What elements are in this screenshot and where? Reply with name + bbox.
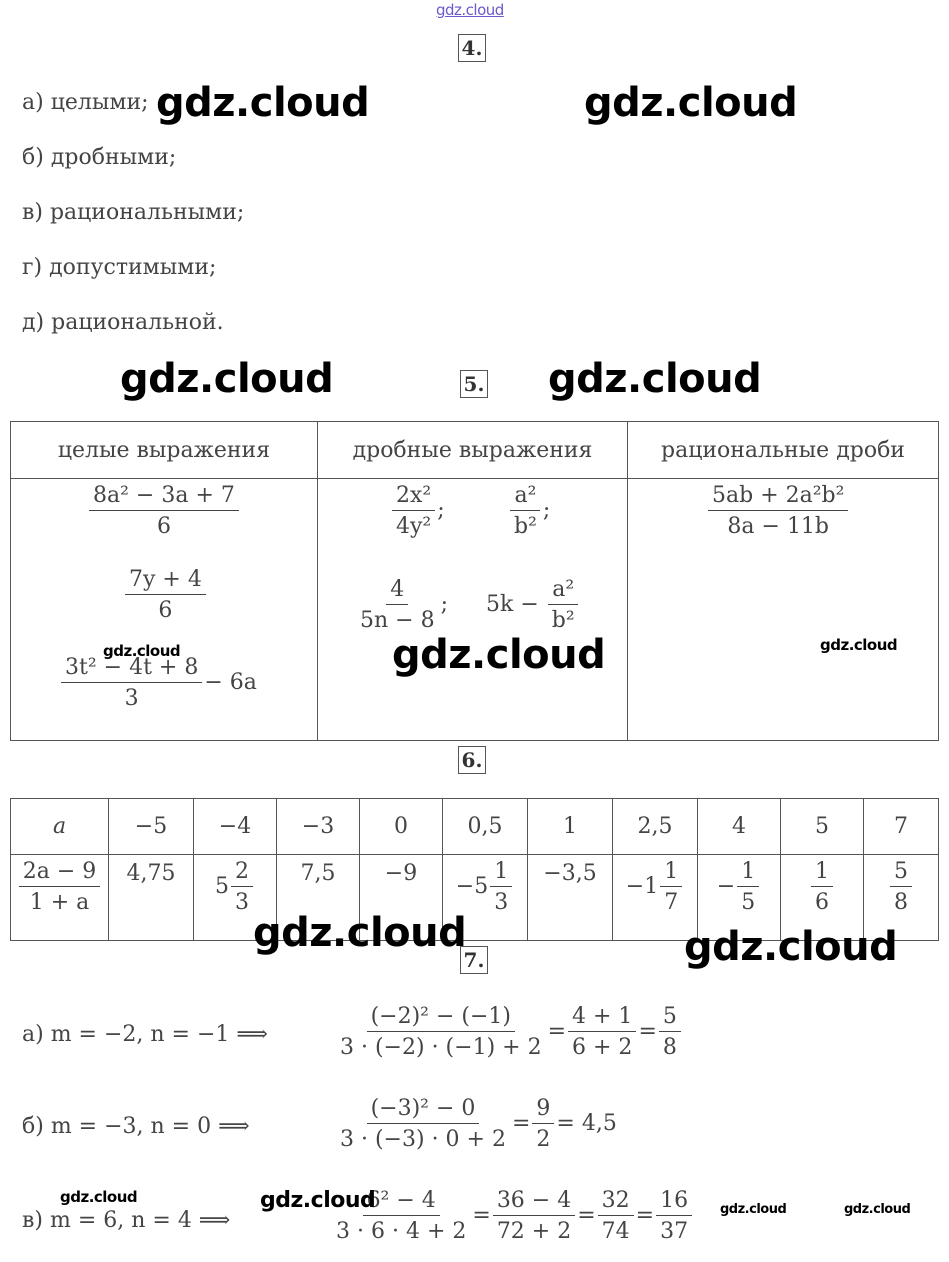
- whole-expr-3: $\frac{\text{3t² − 4t + 8}}{3}$ − 6a: [59, 655, 257, 711]
- answer-4a: а) целыми;: [22, 90, 149, 115]
- a-value: 0,5: [443, 799, 528, 855]
- result-value: −3,5: [528, 855, 613, 941]
- answer-4e: д) рациональной.: [22, 310, 224, 335]
- a-value: 1: [528, 799, 613, 855]
- result-value: −1 $\frac{1}{7}$: [613, 855, 698, 941]
- watermark: gdz.cloud: [156, 80, 370, 126]
- whole-expr-2: $\frac{7y + 4}{6}$: [123, 567, 208, 623]
- watermark: gdz.cloud: [392, 632, 606, 678]
- section-4-number: 4.: [458, 34, 486, 62]
- whole-cell: [11, 479, 318, 741]
- watermark: gdz.cloud: [103, 642, 181, 660]
- result-value: 5 $\frac{2}{3}$: [194, 855, 277, 941]
- frac-expr-4: 5k − $\frac{\text{a²}}{\text{b²}}$: [486, 577, 581, 633]
- watermark: gdz.cloud: [253, 910, 467, 956]
- answer-4d: г) допустимыми;: [22, 255, 217, 280]
- a-value: −3: [277, 799, 360, 855]
- result-value: −9: [360, 855, 443, 941]
- header-rational: рациональные дроби: [628, 422, 939, 479]
- header-whole: целые выражения: [11, 422, 318, 479]
- watermark: gdz.cloud: [584, 80, 798, 126]
- expr-label: $\frac{2a - 9}{1 + a}$: [11, 855, 109, 941]
- a-value: 7: [864, 799, 939, 855]
- expressions-table: [10, 421, 939, 741]
- result-value: − $\frac{1}{5}$: [698, 855, 781, 941]
- header-fractional: дробные выражения: [318, 422, 628, 479]
- line-c-label: в) m = 6, n = 4 ⟹: [22, 1208, 231, 1233]
- fractional-cell: [318, 479, 628, 741]
- whole-expr-1: $\frac{\text{8a² − 3a + 7}}{6}$: [87, 483, 241, 539]
- line-b-calc: $\frac{\text{(−3)² − 0}}{3 \cdot (-3) \cdot 0 + 2}$ = $\frac{9}{2}$ = 4,5: [340, 1096, 617, 1152]
- watermark: gdz.cloud: [548, 356, 762, 402]
- result-value: $\frac{5}{8}$: [864, 855, 939, 941]
- line-b-label: б) m = −3, n = 0 ⟹: [22, 1114, 250, 1139]
- result-value: $\frac{1}{6}$: [781, 855, 864, 941]
- watermark: gdz.cloud: [820, 636, 898, 654]
- watermark: gdz.cloud: [684, 924, 898, 970]
- watermark: gdz.cloud: [844, 1202, 911, 1217]
- values-table: [10, 798, 939, 941]
- line-a-calc: $\frac{\text{(−2)² − (−1)}}{3 \cdot (-2) \cdot (-1) + 2}$ = $\frac{4 + 1}{6 + 2}$ = $\frac{5}{8}$: [334, 1004, 683, 1060]
- a-value: 0: [360, 799, 443, 855]
- result-value: 4,75: [109, 855, 194, 941]
- a-value: −5: [109, 799, 194, 855]
- frac-expr-1: $\frac{\text{2x²}}{\text{4y²}}$ ;: [390, 483, 445, 539]
- a-value: −4: [194, 799, 277, 855]
- watermark: gdz.cloud: [720, 1202, 787, 1217]
- watermark: gdz.cloud: [60, 1188, 138, 1206]
- answer-4b: б) дробными;: [22, 145, 177, 170]
- line-c-calc: $\frac{\text{6² − 4}}{3 \cdot 6 \cdot 4 + 2}$ = $\frac{36 - 4}{72 + 2}$ = $\frac{32}{74}$ = $\frac{16}{37}$: [330, 1188, 694, 1244]
- a-value: 5: [781, 799, 864, 855]
- section-5-number: 5.: [460, 370, 488, 398]
- rational-expr-1: $\frac{\text{5ab + 2a²b²}}{8a - 11b}$: [706, 483, 850, 539]
- rational-cell: [628, 479, 939, 741]
- row-label-a: a: [11, 799, 109, 855]
- result-value: −5 $\frac{1}{3}$: [443, 855, 528, 941]
- section-7-number: 7.: [460, 946, 488, 974]
- a-value: 4: [698, 799, 781, 855]
- watermark-top: gdz.cloud: [436, 1, 504, 19]
- line-a-label: а) m = −2, n = −1 ⟹: [22, 1022, 268, 1047]
- result-value: 7,5: [277, 855, 360, 941]
- frac-expr-3: $\frac{4}{5n - 8}$ ;: [360, 577, 449, 633]
- answer-4c: в) рациональными;: [22, 200, 245, 225]
- a-value: 2,5: [613, 799, 698, 855]
- watermark: gdz.cloud: [120, 356, 334, 402]
- watermark: gdz.cloud: [260, 1188, 376, 1213]
- frac-expr-2: $\frac{\text{a²}}{\text{b²}}$ ;: [508, 483, 550, 539]
- section-6-number: 6.: [458, 746, 486, 774]
